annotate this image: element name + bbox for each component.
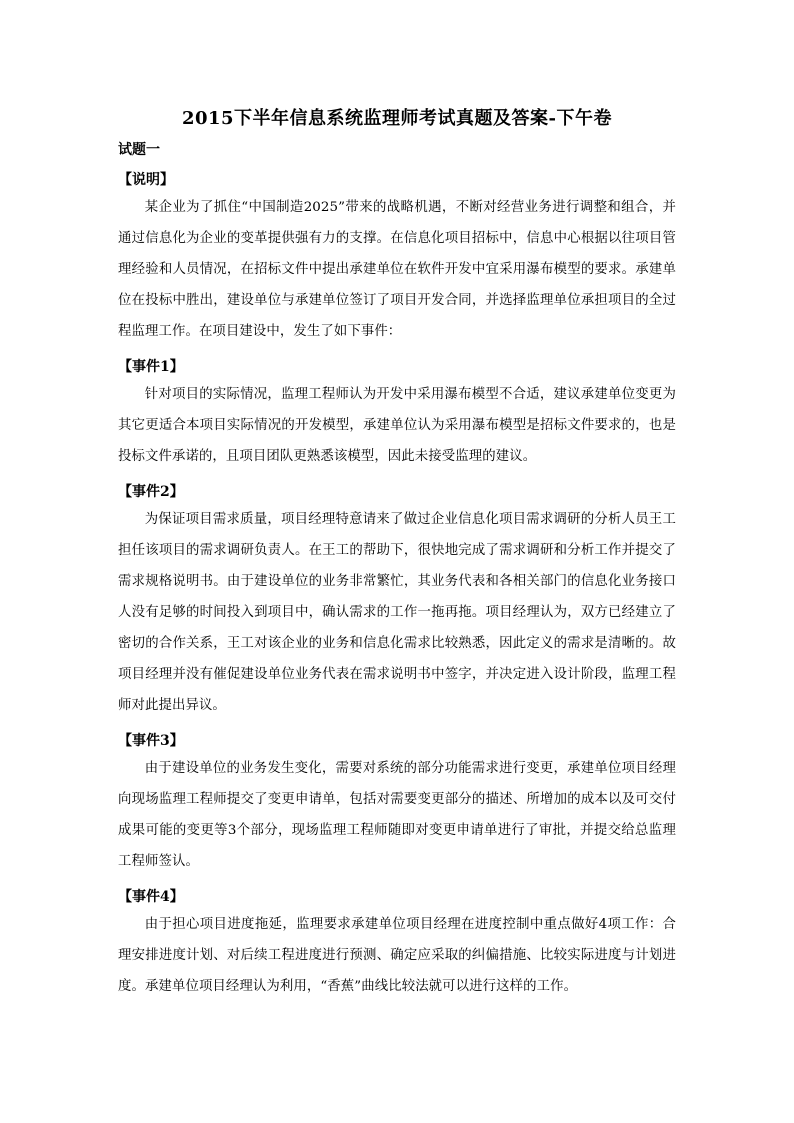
- description-label: 【说明】: [118, 172, 174, 188]
- event-2-label: 【事件2】: [118, 484, 184, 500]
- event-3-label: 【事件3】: [118, 733, 184, 749]
- description-paragraph: 某企业为了抓住“中国制造2025”带来的战略机遇，不断对经营业务进行调整和组合，并通过信息化为企业的变革提供强有力的支撑。在信息化项目招标中，信息中心根据以往项目管理经验和人员情况，在招标文件中提出承建单位在软件开发中宜采用瀑布模型的要求。承建单位在投标中胜出，建设单位与承建单位签订了项目开发合同，并选择监理单位承担项目的全过程监理工作。在项目建设中，发生了如下事件：: [118, 200, 676, 339]
- event-1-label: 【事件1】: [118, 359, 184, 375]
- event-3-paragraph: 由于建设单位的业务发生变化，需要对系统的部分功能需求进行变更，承建单位项目经理向现场监理工程师提交了变更申请单，包括对需要变更部分的描述、所增加的成本以及可交付成果可能的变更等3个部分，现场监理工程师随即对变更申请单进行了审批，并提交给总监理工程师签认。: [118, 761, 676, 869]
- document-title: 2015下半年信息系统监理师考试真题及答案-下午卷: [181, 108, 613, 129]
- question-label: 试题一: [118, 142, 160, 158]
- event-2-paragraph: 为保证项目需求质量，项目经理特意请来了做过企业信息化项目需求调研的分析人员王工担任该项目的需求调研负责人。在王工的帮助下，很快地完成了需求调研和分析工作并提交了需求规格说明书。由于建设单位的业务非常繁忙，其业务代表和各相关部门的信息化业务接口人没有足够的时间投入到项目中，确认需求的工作一拖再拖。项目经理认为，双方已经建立了密切的合作关系，王工对该企业的业务和信息化需求比较熟悉，因此定义的需求是清晰的。故项目经理并没有催促建设单位业务代表在需求说明书中签字，并决定进入设计阶段，监理工程师对此提出异议。: [118, 512, 676, 713]
- event-1-paragraph: 针对项目的实际情况，监理工程师认为开发中采用瀑布模型不合适，建议承建单位变更为其它更适合本项目实际情况的开发模型，承建单位认为采用瀑布模型是招标文件要求的，也是投标文件承诺的，且项目团队更熟悉该模型，因此未接受监理的建议。: [118, 387, 676, 464]
- event-4-paragraph: 由于担心项目进度拖延，监理要求承建单位项目经理在进度控制中重点做好4项工作：合理安排进度计划、对后续工程进度进行预测、确定应采取的纠偏措施、比较实际进度与计划进度。承建单位项目经理认为利用，“香蕉”曲线比较法就可以进行这样的工作。: [118, 917, 676, 994]
- event-4-label: 【事件4】: [118, 889, 184, 905]
